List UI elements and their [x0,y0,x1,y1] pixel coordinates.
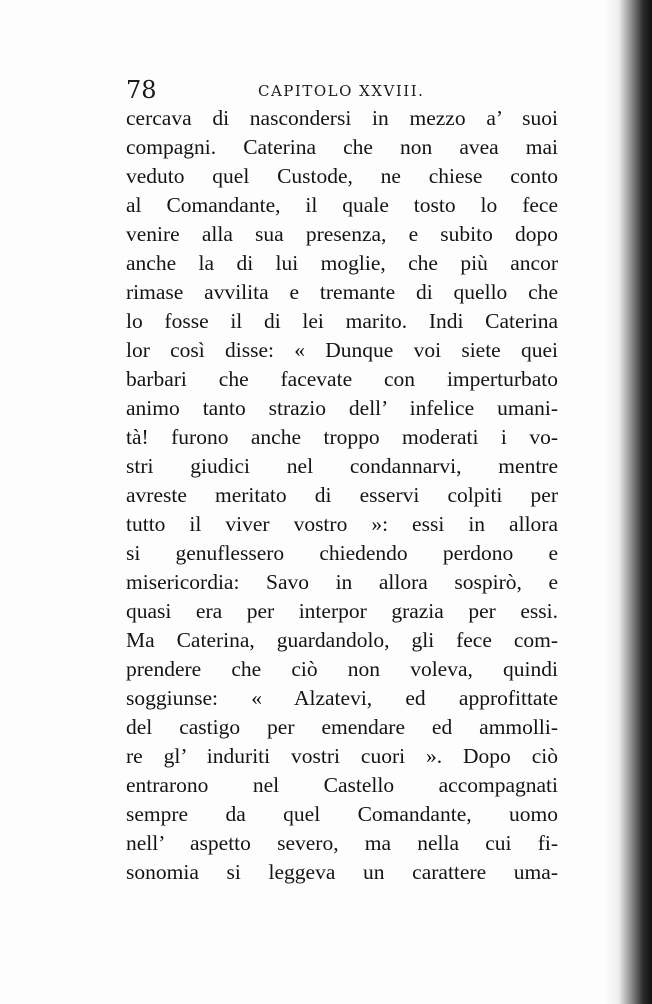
text-line: rimase avvilita e tremante di quello che [126,280,558,304]
text-line: re gl’ induriti vostri cuori ». Dopo ciò [126,744,558,768]
page-number: 78 [126,76,157,104]
text-line: si genuflessero chiedendo perdono e [126,541,558,565]
text-line: soggiunse: « Alzatevi, ed approfittate [126,686,558,710]
text-line: lo fosse il di lei marito. Indi Caterina [126,309,558,333]
text-line: sonomia si leggeva un carattere uma- [126,860,558,884]
text-line: tà! furono anche troppo moderati i vo- [126,425,558,449]
text-line: compagni. Caterina che non avea mai [126,135,558,159]
text-line: sempre da quel Comandante, uomo [126,802,558,826]
text-line: cercava di nascondersi in mezzo a’ suoi [126,106,558,130]
running-title: CAPITOLO XXVIII. [258,82,425,100]
text-line: anche la di lui moglie, che più ancor [126,251,558,275]
text-line: al Comandante, il quale tosto lo fece [126,193,558,217]
text-line: nell’ aspetto severo, ma nella cui fi- [126,831,558,855]
text-line: lor così disse: « Dunque voi siete quei [126,338,558,362]
text-line: barbari che facevate con imperturbato [126,367,558,391]
gutter-shadow [604,0,618,1004]
text-line: entrarono nel Castello accompagnati [126,773,558,797]
text-line: Ma Caterina, guardandolo, gli fece com- [126,628,558,652]
book-binding-edge [618,0,652,1004]
text-line: stri giudici nel condannarvi, mentre [126,454,558,478]
text-line: venire alla sua presenza, e subito dopo [126,222,558,246]
text-line: tutto il viver vostro »: essi in allora [126,512,558,536]
text-line: animo tanto strazio dell’ infelice umani- [126,396,558,420]
text-line: misericordia: Savo in allora sospirò, e [126,570,558,594]
body-text [126,104,558,887]
text-line: prendere che ciò non voleva, quindi [126,657,558,681]
page-header [126,76,558,106]
text-line: quasi era per interpor grazia per essi. [126,599,558,623]
text-line: veduto quel Custode, ne chiese conto [126,164,558,188]
text-line: avreste meritato di esservi colpiti per [126,483,558,507]
text-line: del castigo per emendare ed ammolli- [126,715,558,739]
